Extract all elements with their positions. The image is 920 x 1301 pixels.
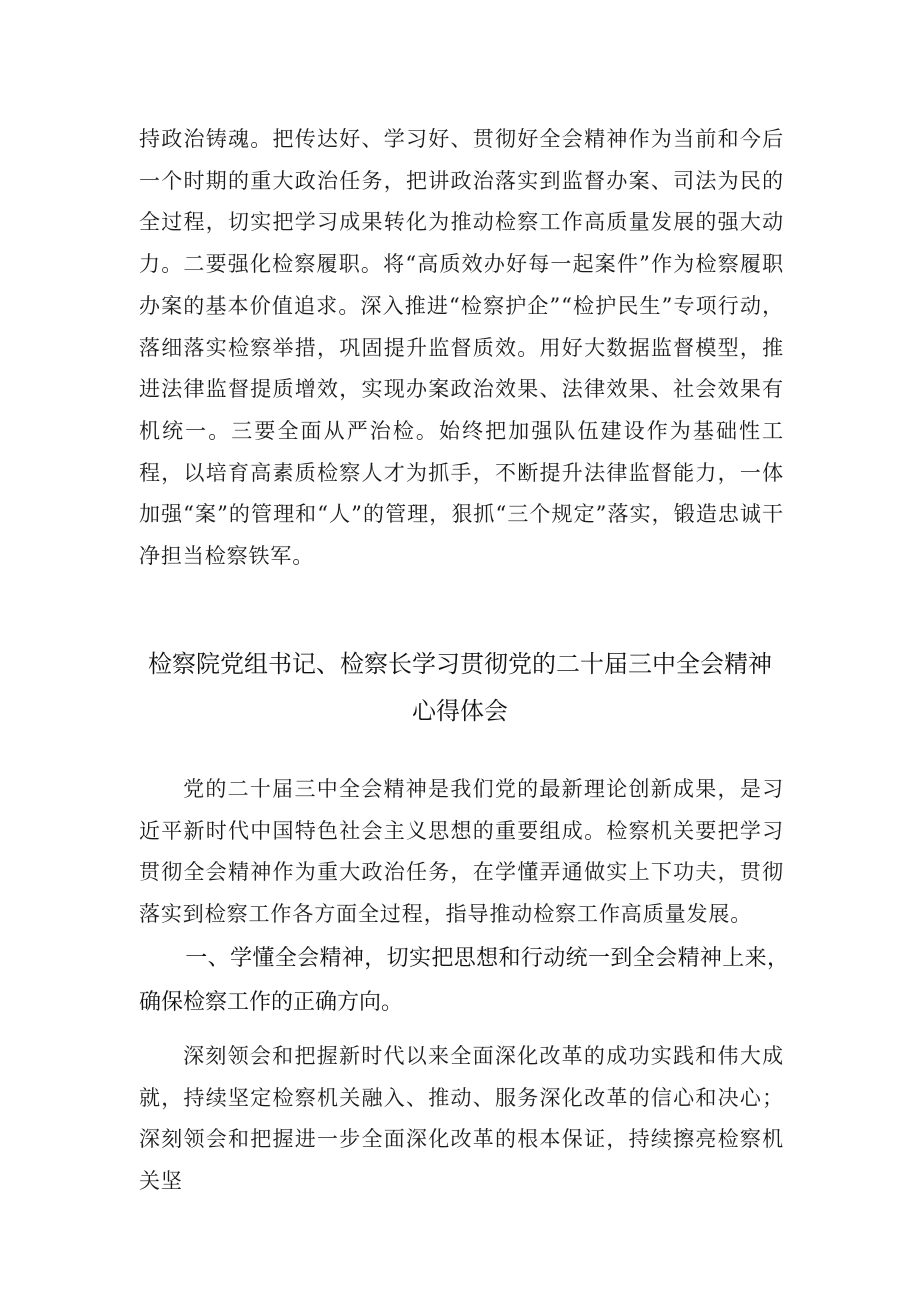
article-title-line-1: 检察院党组书记、检察长学习贯彻党的二十届三中全会精神 (148, 650, 772, 678)
article-title-line-2: 心得体会 (412, 697, 508, 725)
article-title (120, 641, 800, 735)
body-paragraph: 深刻领会和把握新时代以来全面深化改革的成功实践和伟大成就，持续坚定检察机关融入、推动、服务深化改革的信心和决心；深刻领会和把握进一步全面深化改革的根本保证，持续擦亮检察机关坚 (139, 1044, 784, 1194)
continued-paragraph: 持政治铸魂。把传达好、学习好、贯彻好全会精神作为当前和今后一个时期的重大政治任务，把讲政治落实到监督办案、司法为民的全过程，切实把学习成果转化为推动检察工作高质量发展的强大动力。二要强化检察履职。将“高质效办好每一起案件”作为检察履职办案的基本价值追求。深入推进“检察护企”“检护民生”专项行动，落细落实检察举措，巩固提升监督质效。用好大数据监督模型，推进法律监督提质增效，实现办案政治效果、法律效果、社会效果有机统一。三要全面从严治检。始终把加强队伍建设作为基础性工程，以培育高素质检察人才为抓手，不断提升法律监督能力，一体加强“案”的管理和“人”的管理，狠抓“三个规定”落实，锻造忠诚干净担当检察铁军。 (139, 127, 784, 569)
section-heading-1: 一、学懂全会精神，切实把思想和行动统一到全会精神上来，确保检察工作的正确方向。 (139, 946, 789, 1015)
intro-paragraph: 党的二十届三中全会精神是我们党的最新理论创新成果，是习近平新时代中国特色社会主义思想的重要组成。检察机关要把学习贯彻全会精神作为重大政治任务，在学懂弄通做实上下功夫，贯彻落实到检察工作各方面全过程，指导推动检察工作高质量发展。 (139, 777, 784, 927)
